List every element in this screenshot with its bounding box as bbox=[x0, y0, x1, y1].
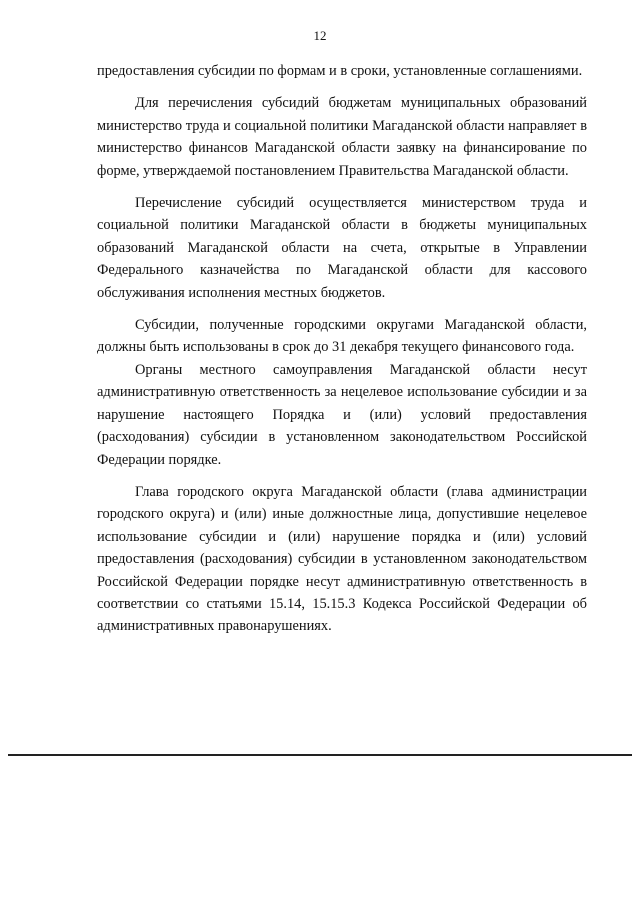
paragraph-continuation: предоставления субсидии по формам и в сроки, установленные соглашениями. bbox=[97, 63, 583, 79]
page-number: 12 bbox=[313, 28, 327, 43]
paragraph-transfer-accounts: Перечисление субсидий осуществляется министерством труда и социальной политики Магаданской области в бюджеты муниципальных образований Магаданской области на счета, открытые в Управлении Федерального казначейства по Магаданской области для кассового обслуживания исполнения местных бюджетов. bbox=[97, 195, 587, 301]
paragraph-usage-deadline: Субсидии, полученные городскими округами Магаданской области, должны быть использованы в срок до 31 декабря текущего финансового года. bbox=[97, 317, 587, 356]
paragraph-officials-liability: Глава городского округа Магаданской области (глава администрации городского округа) и (или) иные должностные лица, допустившие нецелевое использование субсидии и (или) нарушение порядка и (или) условий предоставления (расходования) субсидии в установленном законодательством Российской Федерации порядке несут административную ответственность в соответствии со статьями 15.14, 15.15.3 Кодекса Российской Федерации об административных правонарушениях. bbox=[97, 483, 587, 635]
footer-divider bbox=[8, 754, 632, 756]
document-body bbox=[97, 60, 587, 638]
paragraph-transfer-request: Для перечисления субсидий бюджетам муниципальных образований министерство труда и социальной политики Магаданской области направляет в министерство финансов Магаданской области заявку на финансирование по форме, утверждаемой постановлением Правительства Магаданской области. bbox=[97, 95, 587, 179]
paragraph-local-authority-liability: Органы местного самоуправления Магаданской области несут административную ответственность за нецелевое использование субсидии и за нарушение настоящего Порядка и (или) условий предоставления (расходования) субсидии в установленном законодательством Российской Федерации порядке. bbox=[97, 361, 587, 468]
